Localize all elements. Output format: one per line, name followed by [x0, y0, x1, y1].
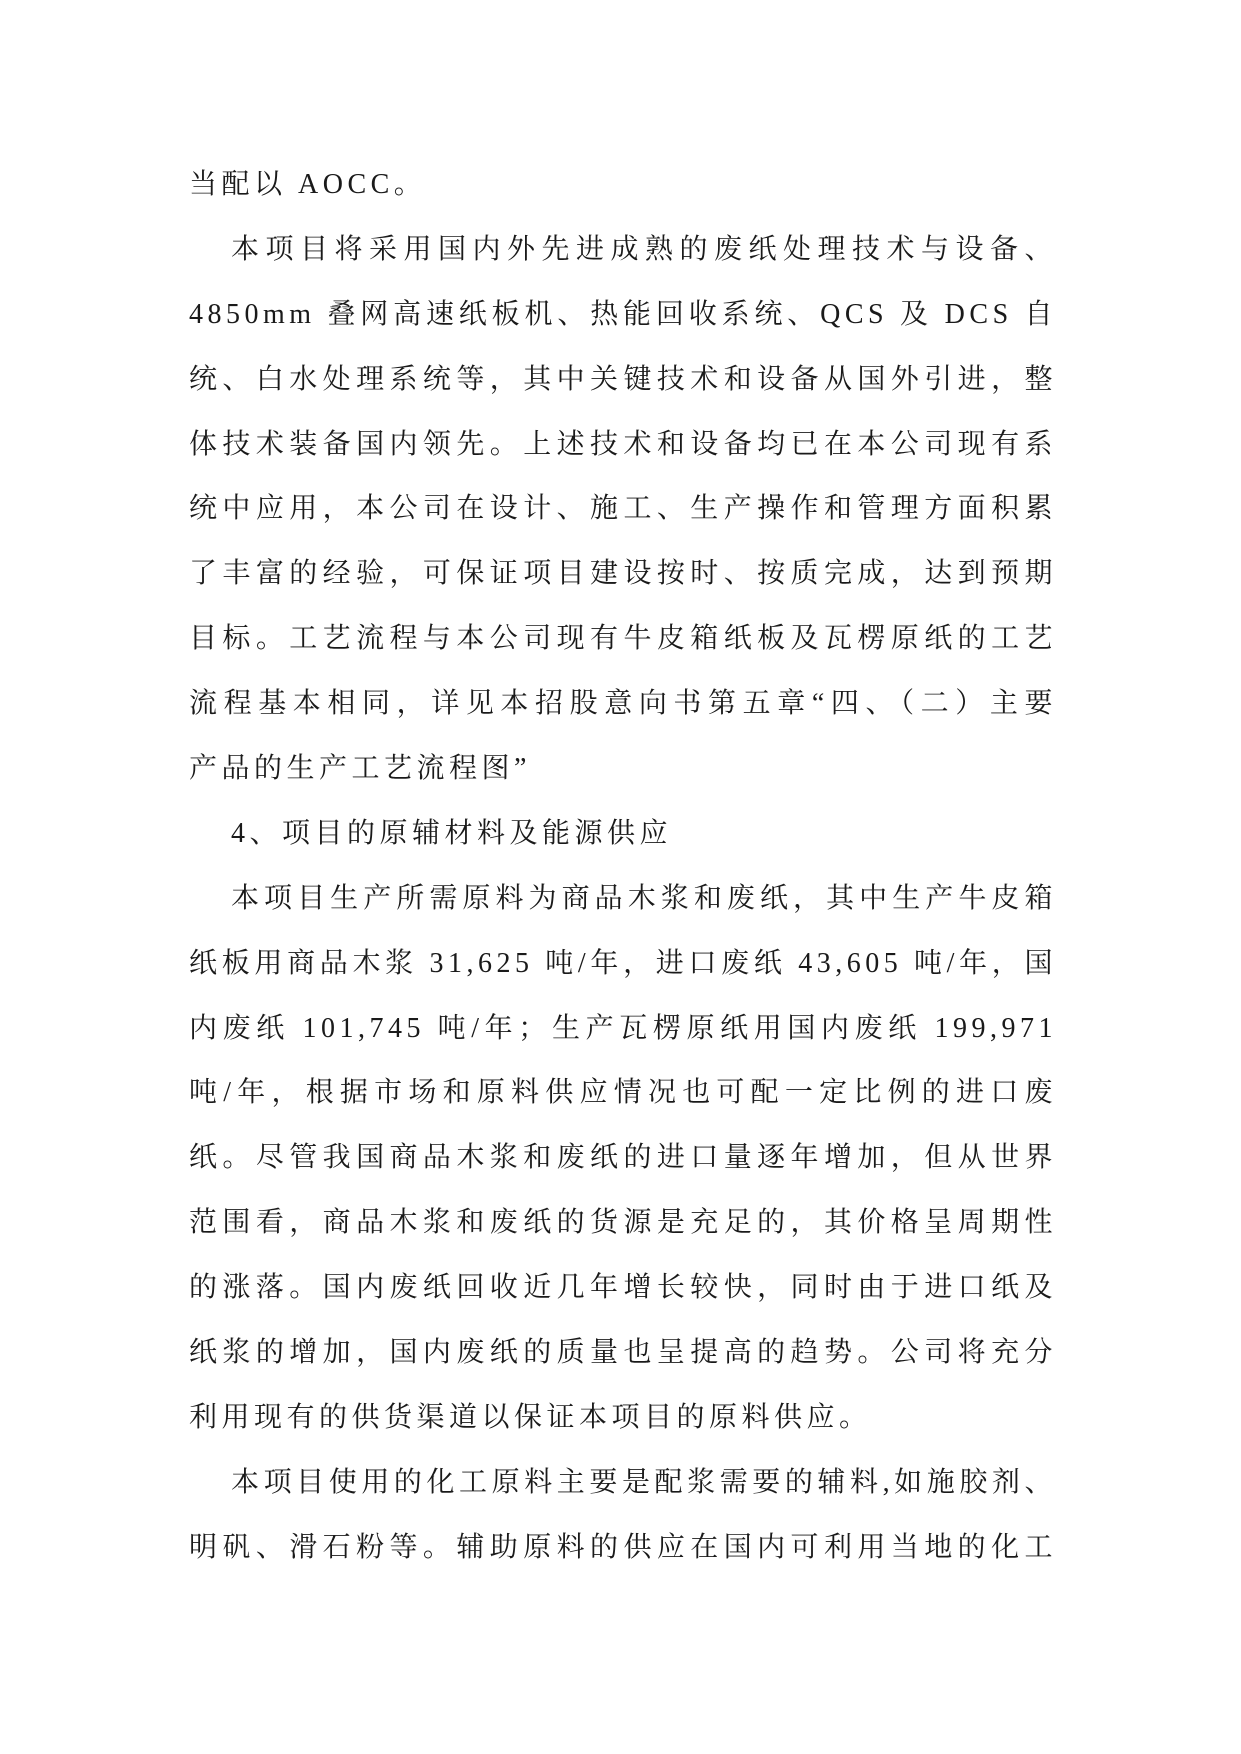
- body-text: [189, 153, 1057, 1581]
- text-line: 目标。工艺流程与本公司现有牛皮箱纸板及瓦楞原纸的工艺: [189, 623, 1057, 655]
- text-line: 利用现有的供货渠道以保证本项目的原料供应。: [189, 1401, 872, 1433]
- paragraph: [189, 867, 1057, 1451]
- text-line: 体技术装备国内领先。上述技术和设备均已在本公司现有系: [189, 428, 1057, 460]
- paragraph: [189, 153, 1057, 218]
- section-heading: [189, 802, 1057, 867]
- text-line: 的涨落。国内废纸回收近几年增长较快，同时由于进口纸及: [189, 1272, 1057, 1304]
- text-line: 本项目使用的化工原料主要是配浆需要的辅料,如施胶剂、: [231, 1466, 1057, 1498]
- section-heading-text: 4、项目的原辅材料及能源供应: [231, 817, 673, 849]
- text-line: 4850mm 叠网高速纸板机、热能回收系统、QCS 及 DCS 自: [189, 298, 1057, 330]
- text-line: 流程基本相同，详见本招股意向书第五章“四、（二）主要: [189, 688, 1057, 720]
- text-line: 本项目生产所需原料为商品木浆和废纸，其中生产牛皮箱: [231, 882, 1057, 914]
- text-line: 纸板用商品木浆 31,625 吨/年，进口废纸 43,605 吨/年，国: [189, 947, 1057, 979]
- paragraph: [189, 218, 1057, 802]
- text-line: 范围看，商品木浆和废纸的货源是充足的，其价格呈周期性: [189, 1207, 1057, 1239]
- text-line: 统中应用，本公司在设计、施工、生产操作和管理方面积累: [189, 493, 1057, 525]
- text-line: 内废纸 101,745 吨/年；生产瓦楞原纸用国内废纸 199,971: [189, 1012, 1057, 1044]
- text-line: 本项目将采用国内外先进成熟的废纸处理技术与设备、: [231, 233, 1057, 265]
- text-line: 统、白水处理系统等，其中关键技术和设备从国外引进，整: [189, 363, 1057, 395]
- text-line: 产品的生产工艺流程图”: [189, 753, 531, 785]
- text-line: 吨/年，根据市场和原料供应情况也可配一定比例的进口废: [189, 1077, 1057, 1109]
- text-line: 纸浆的增加，国内废纸的质量也呈提高的趋势。公司将充分: [189, 1337, 1057, 1369]
- paragraph: [189, 1451, 1057, 1581]
- text-line: 当配以 AOCC。: [189, 169, 427, 200]
- text-line: 明矾、滑石粉等。辅助原料的供应在国内可利用当地的化工: [189, 1531, 1057, 1563]
- text-line: 纸。尽管我国商品木浆和废纸的进口量逐年增加，但从世界: [189, 1142, 1057, 1174]
- text-line: 了丰富的经验，可保证项目建设按时、按质完成，达到预期: [189, 558, 1057, 590]
